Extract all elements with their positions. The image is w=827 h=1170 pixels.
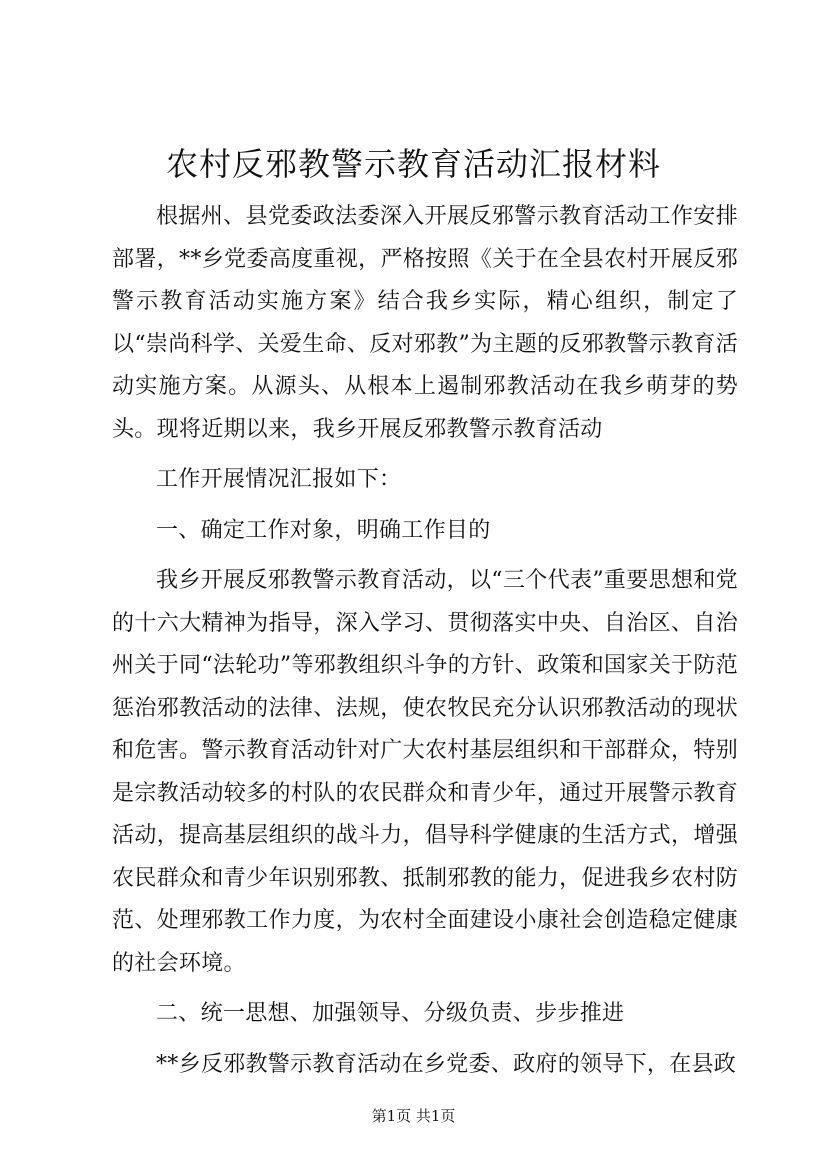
- page-number-footer: 第1页 共1页: [371, 1107, 456, 1125]
- section-heading-2: 二、统一思想、加强领导、分级负责、步步推进: [156, 1001, 625, 1026]
- paragraph-intro: 根据州、县党委政法委深入开展反邪警示教育活动工作安排部署，**乡党委高度重视，严格按照《关于在全县农村开展反邪警示教育活动实施方案》结合我乡实际，精心组织，制定了以“崇尚科学、关爱生命、反对邪教”为主题的反邪教警示教育活动实施方案。从源头、从根本上遏制邪教活动在我乡萌芽的势头。现将近期以来，我乡开展反邪教警示教育活动: [112, 204, 738, 442]
- paragraph-report-lead: 工作开展情况汇报如下：: [156, 467, 402, 492]
- document-title: 农村反邪教警示教育活动汇报材料: [165, 145, 661, 183]
- paragraph-section-1: 我乡开展反邪教警示教育活动，以“三个代表”重要思想和党的十六大精神为指导，深入学习、贯彻落实中央、自治区、自治州关于同“法轮功”等邪教组织斗争的方针、政策和国家关于防范惩治邪教活动的法律、法规，使农牧民充分认识邪教活动的现状和危害。警示教育活动针对广大农村基层组织和干部群众，特别是宗教活动较多的村队的农民群众和青少年，通过开展警示教育活动，提高基层组织的战斗力，倡导科学健康的生活方式，增强农民群众和青少年识别邪教、抵制邪教的能力，促进我乡农村防范、处理邪教工作力度，为农村全面建设小康社会创造稳定健康的社会环境。: [112, 568, 738, 976]
- document-body: [112, 196, 738, 1086]
- paragraph-section-2: **乡反邪教警示教育活动在乡党委、政府的领导下，在县政: [156, 1051, 737, 1077]
- section-heading-1: 一、确定工作对象，明确工作目的: [156, 517, 491, 543]
